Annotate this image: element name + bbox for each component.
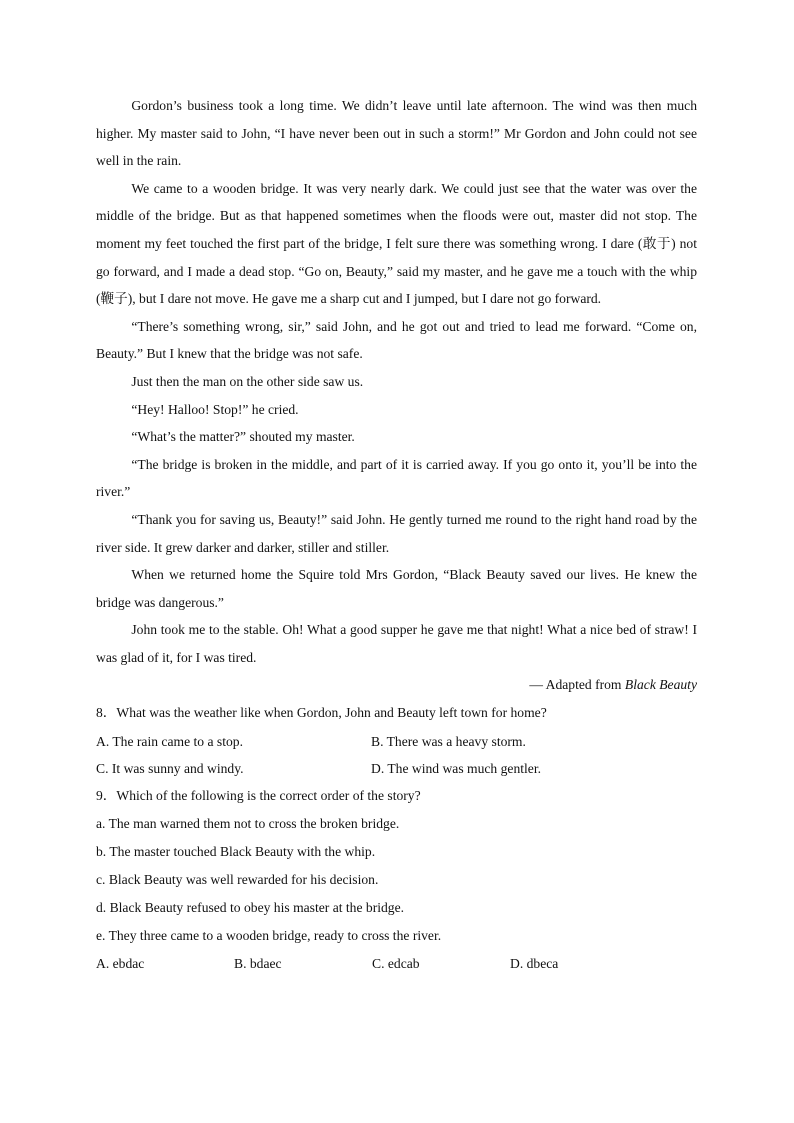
question-8: 8．What was the weather like when Gordon, John and Beauty left town for home? xyxy=(96,705,547,721)
q9-option-a: A. ebdac xyxy=(96,956,145,972)
source-prefix: — Adapted from xyxy=(529,677,625,693)
passage-paragraph-1: Gordon’s business took a long time. We didn’t leave until late afternoon. The wind was then much higher. My master said to John, “I have never been out in such a storm!” Mr Gordon and John could not see well in the rain. xyxy=(96,98,697,169)
q9-option-d: D. dbeca xyxy=(510,956,559,972)
q9-item-b: b. The master touched Black Beauty with the whip. xyxy=(96,844,376,860)
document-page xyxy=(96,92,697,978)
q9-item-c: c. Black Beauty was well rewarded for his decision. xyxy=(96,872,379,888)
q9-item-a: a. The man warned them not to cross the broken bridge. xyxy=(96,816,400,832)
passage-paragraph-10: John took me to the stable. Oh! What a good supper he gave me that night! What a nice bed of straw! I was glad of it, for I was tired. xyxy=(96,622,697,665)
q9-option-c: C. edcab xyxy=(372,956,420,972)
q9-item-e: e. They three came to a wooden bridge, ready to cross the river. xyxy=(96,928,442,944)
q8-option-a: A. The rain came to a stop. xyxy=(96,733,243,749)
question-9-options xyxy=(96,950,697,977)
question-8-options-row-2 xyxy=(96,755,697,782)
passage-paragraph-9: When we returned home the Squire told Mrs Gordon, “Black Beauty saved our lives. He knew the bridge was dangerous.” xyxy=(96,567,697,610)
source-attribution xyxy=(96,671,697,699)
q8-option-b: B. There was a heavy storm. xyxy=(371,733,526,749)
passage-paragraph-3: “There’s something wrong, sir,” said John, and he got out and tried to lead me forward. “Come on, Beauty.” But I knew that the bridge was not safe. xyxy=(96,318,697,362)
passage-paragraph-5: “Hey! Halloo! Stop!” he cried. xyxy=(131,401,299,417)
q9-option-b: B. bdaec xyxy=(234,956,282,972)
passage-paragraph-6: “What’s the matter?” shouted my master. xyxy=(131,429,355,445)
q8-option-c: C. It was sunny and windy. xyxy=(96,760,244,776)
passage-paragraph-8: “Thank you for saving us, Beauty!” said John. He gently turned me round to the right hand road by the river side. It grew darker and darker, stiller and stiller. xyxy=(96,511,697,555)
q9-item-d: d. Black Beauty refused to obey his master at the bridge. xyxy=(96,900,405,916)
passage-paragraph-7: “The bridge is broken in the middle, and part of it is carried away. If you go onto it, you’ll be into the river.” xyxy=(96,456,697,500)
source-title: Black Beauty xyxy=(624,677,697,693)
question-8-options-row-1 xyxy=(96,728,697,755)
passage-paragraph-2: We came to a wooden bridge. It was very nearly dark. We could just see that the water was over the middle of the bridge. But as that happened sometimes when the floods were out, master did not stop. The moment my feet touched the first part of the bridge, I felt sure there was something wrong. I dare (敢于) not go forward, and I made a dead stop. “Go on, Beauty,” said my master, and he gave me a touch with the whip (鞭子), but I dare not move. He gave me a sharp cut and I jumped, but I dare not go forward. xyxy=(96,180,697,307)
passage-paragraph-4: Just then the man on the other side saw us. xyxy=(131,373,364,389)
q8-option-d: D. The wind was much gentler. xyxy=(371,760,542,776)
question-9: 9．Which of the following is the correct order of the story? xyxy=(96,787,421,803)
